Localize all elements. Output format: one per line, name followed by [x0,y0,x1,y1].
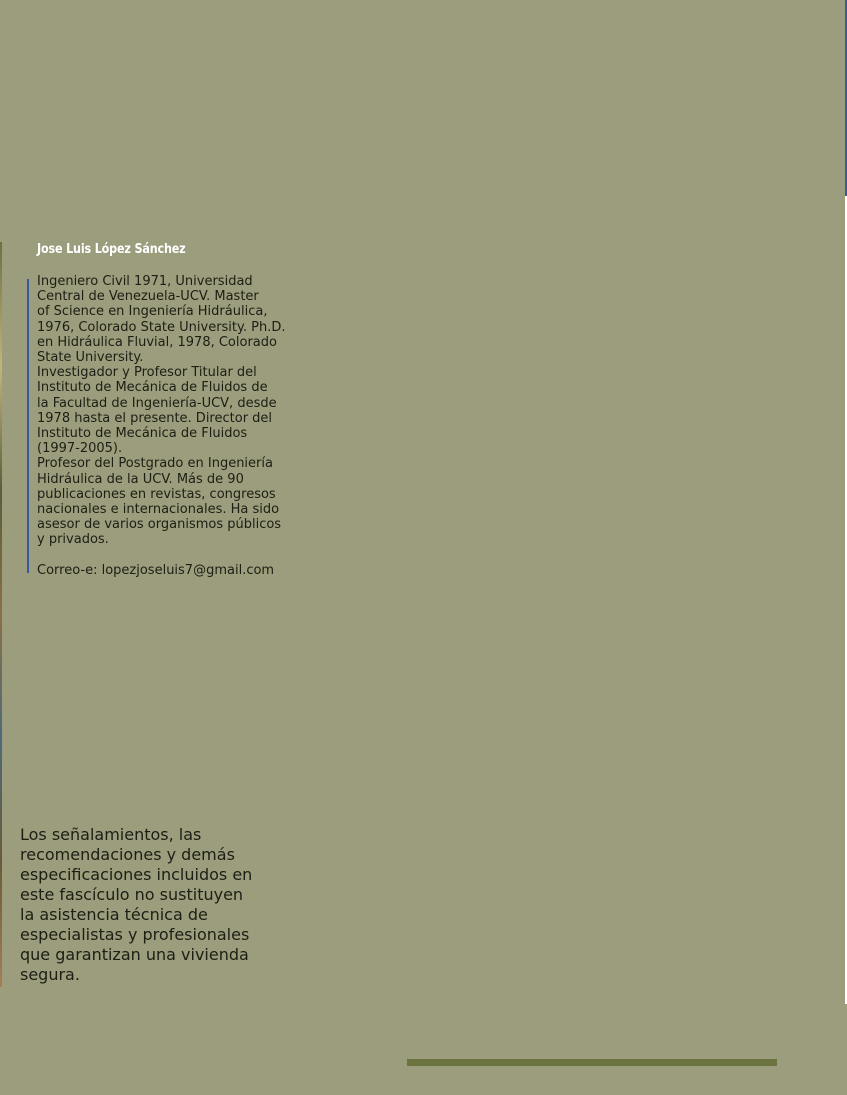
bio-paragraph-research: Investigador y Profesor Titular del Instituto de Mecánica de Fluidos de la Facultad de Ingeniería-UCV, desde 1978 hasta el presente. Director del Instituto de Mecánica de Fluidos (1997-2005). [37,365,277,457]
footer-bar [407,1059,777,1066]
bio-paragraph-teaching: Profesor del Postgrado en Ingeniería Hidráulica de la UCV. Más de 90 publicaciones en revistas, congresos nacionales e internacionales. Ha sido asesor de varios organismos públicos y privados. [37,456,282,548]
bio-accent-rule [27,279,29,573]
author-name: Jose Luis López Sánchez [37,242,186,257]
bio-paragraph-education: Ingeniero Civil 1971, Universidad Central de Venezuela-UCV. Master of Science en Ingeniería Hidráulica, 1976, Colorado State University. Ph.D. en Hidráulica Fluvial, 1978, Colorado State University. [37,274,286,366]
author-bio [37,274,309,578]
disclaimer-text: Los señalamientos, las recomendaciones y demás especificaciones incluidos en este fascículo no sustituyen la asistencia técnica de especialistas y profesionales que garantizan una vivienda segura. [20,825,253,984]
author-email: Correo-e: lopezjoseluis7@gmail.com [37,562,275,578]
left-edge-strip [0,242,2,987]
